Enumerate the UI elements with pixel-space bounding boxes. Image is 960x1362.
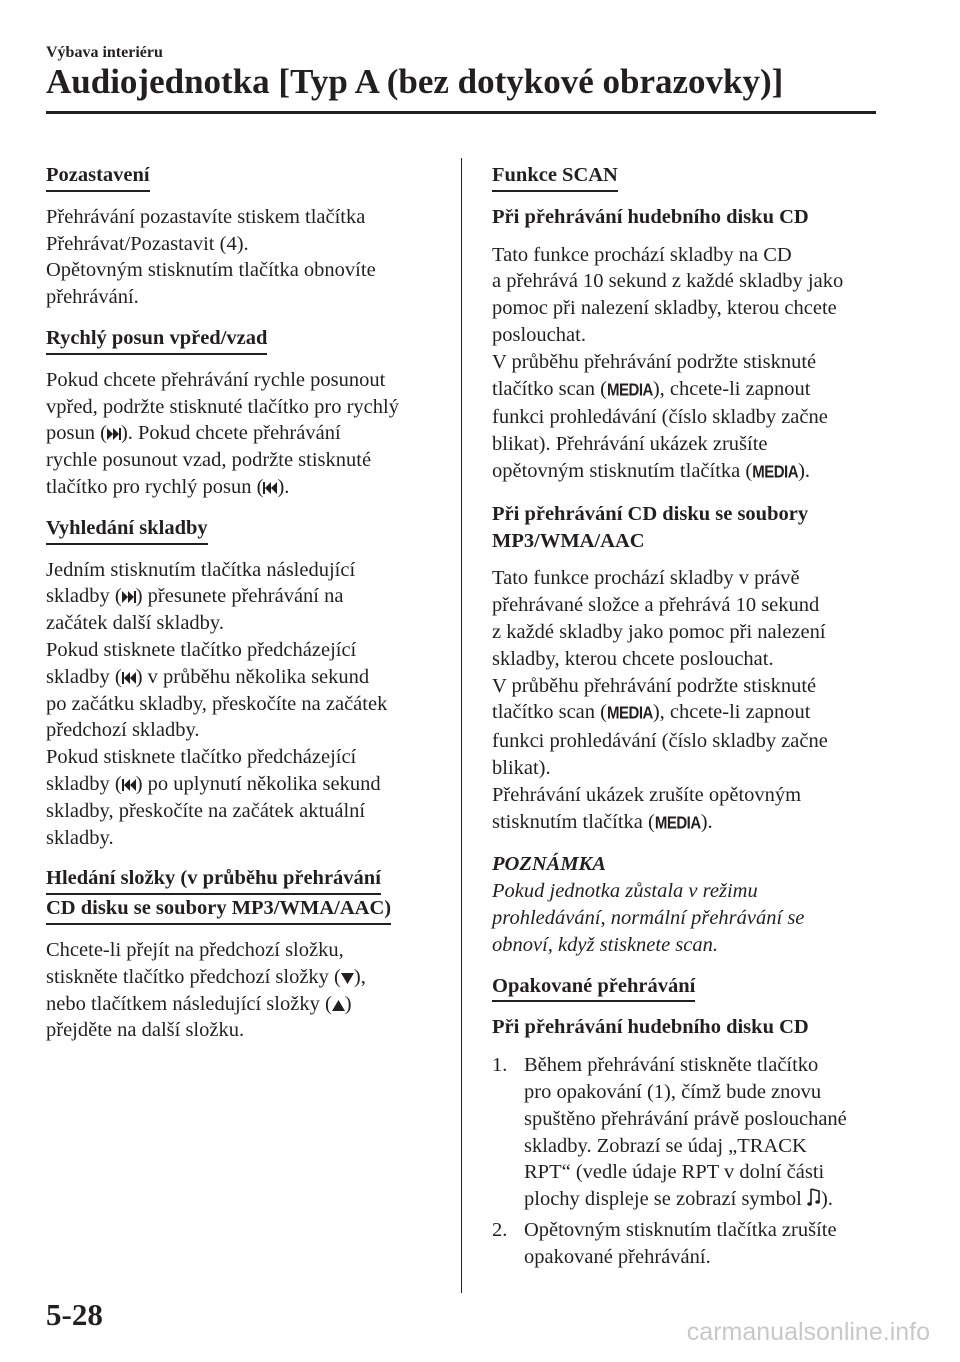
text-line: skladby ( ) po uplynutí několika sekund <box>46 772 381 795</box>
text-line: opětovným stisknutím tlačítka (MEDIA). <box>492 458 892 487</box>
subheading-scan-mp3 <box>492 501 892 555</box>
list-item <box>492 1217 892 1271</box>
text-line: blikat). <box>492 756 551 779</box>
text-line: Jedním stisknutím tlačítka následující <box>46 558 356 581</box>
media-button-icon: MEDIA <box>654 813 701 833</box>
text-line: po začátku skladby, přeskočíte na začátek <box>46 692 388 715</box>
heading-folder-search <box>46 865 442 925</box>
text-line: tlačítko scan (MEDIA), chcete-li zapnout <box>492 376 892 405</box>
text-line: blikat). Přehrávání ukázek zrušíte <box>492 433 768 456</box>
text-line: plochy displeje se zobrazí symbol ). <box>524 1188 833 1211</box>
rewind-icon <box>263 481 277 495</box>
list-item <box>492 1052 892 1213</box>
text-line: přehrávání. <box>46 286 139 309</box>
media-button-icon: MEDIA <box>606 380 653 400</box>
text-line: Pokud jednotka zůstala v režimu <box>492 880 758 903</box>
folder-up-icon <box>332 999 345 1012</box>
text-line: stisknutím tlačítka (MEDIA). <box>492 809 892 838</box>
text-line: poslouchat. <box>492 323 586 346</box>
list-number: 2. <box>492 1218 508 1241</box>
text-line: Tato funkce prochází skladby na CD <box>492 243 792 266</box>
text-line: předchozí skladby. <box>46 719 200 742</box>
text-line: pro opakování (1), čímž bude znovu <box>524 1080 822 1103</box>
text-line: skladby. <box>46 826 114 849</box>
text-line: V průběhu přehrávání podržte stisknuté <box>492 674 817 697</box>
title-rule <box>46 111 876 114</box>
heading-repeat: Opakované přehrávání <box>492 973 695 1003</box>
text-line: tlačítko pro rychlý posun ( ). <box>46 475 290 498</box>
text-line: stiskněte tlačítko předchozí složky ( ), <box>46 965 366 988</box>
text-line: Pokud stisknete tlačítko předcházející <box>46 746 357 769</box>
text-line: Přehrávání pozastavíte stiskem tlačítka <box>46 205 366 228</box>
chapter-title: Audiojednotka [Typ A (bez dotykové obrazovky)] <box>46 62 784 101</box>
paragraph-pause <box>46 204 442 311</box>
text-line: Přehrávání ukázek zrušíte opětovným <box>492 783 802 806</box>
paragraph-track-search <box>46 557 442 852</box>
heading-line: CD disku se soubory MP3/WMA/AAC) <box>46 895 391 925</box>
text-line: skladby, kterou chcete poslouchat. <box>492 647 774 670</box>
heading-scan: Funkce SCAN <box>492 162 618 192</box>
text-line: MP3/WMA/AAC <box>492 529 645 552</box>
watermark: carmanualsonline.info <box>686 1318 930 1346</box>
text-line: začátek další skladby. <box>46 612 224 635</box>
text-line: spuštěno přehrávání právě poslouchané <box>524 1107 847 1130</box>
text-line: přejděte na další složku. <box>46 1019 245 1042</box>
text-line: tlačítko scan (MEDIA), chcete-li zapnout <box>492 699 892 728</box>
list-number: 1. <box>492 1054 508 1077</box>
heading-line: Hledání složky (v průběhu přehrávání <box>46 865 381 895</box>
text-line: Pokud stisknete tlačítko předcházející <box>46 638 357 661</box>
text-line: skladby, přeskočíte na začátek aktuální <box>46 799 366 822</box>
text-line: nebo tlačítkem následující složky ( ) <box>46 992 352 1015</box>
page-number: 5-28 <box>46 1297 103 1332</box>
text-line: vpřed, podržte stisknuté tlačítko pro rychlý <box>46 395 399 418</box>
text-line: Přehrávat/Pozastavit (4). <box>46 232 249 255</box>
text-line: Během přehrávání stiskněte tlačítko <box>524 1054 819 1077</box>
text-line: Pokud chcete přehrávání rychle posunout <box>46 368 386 391</box>
paragraph-fast-forward <box>46 367 442 501</box>
media-button-icon: MEDIA <box>606 703 653 724</box>
text-line: posun ( ). Pokud chcete přehrávání <box>46 422 341 445</box>
media-button-icon: MEDIA <box>752 462 799 483</box>
next-track-icon <box>122 590 136 604</box>
text-line: Tato funkce prochází skladby v právě <box>492 567 800 590</box>
section-label: Výbava interiéru <box>46 44 163 61</box>
text-line: skladby. Zobrazí se údaj „TRACK <box>524 1134 807 1157</box>
note-block <box>492 851 892 958</box>
text-line: z každé skladby jako pomoc při nalezení <box>492 620 826 643</box>
text-line: funkci prohledávání (číslo skladby začne <box>492 730 828 753</box>
text-line: Opětovným stisknutím tlačítka obnovíte <box>46 259 376 282</box>
paragraph-scan-cd <box>492 242 892 487</box>
heading-pause: Pozastavení <box>46 162 150 192</box>
heading-fast-forward: Rychlý posun vpřed/vzad <box>46 325 267 355</box>
folder-down-icon <box>341 972 354 985</box>
text-line: skladby ( ) v průběhu několika sekund <box>46 665 370 688</box>
previous-track-icon <box>122 671 136 685</box>
left-column <box>46 162 442 1058</box>
text-line: přehrávané složce a přehrává 10 sekund <box>492 594 820 617</box>
text-line: rychle posunout vzad, podržte stisknuté <box>46 449 372 472</box>
text-line: obnoví, když stisknete scan. <box>492 933 719 956</box>
text-line: Opětovným stisknutím tlačítka zrušíte <box>524 1218 837 1241</box>
note-title: POZNÁMKA <box>492 853 606 876</box>
text-line: funkci prohledávání (číslo skladby začne <box>492 406 828 429</box>
text-line: prohledávání, normální přehrávání se <box>492 906 805 929</box>
subheading-repeat-cd: Při přehrávání hudebního disku CD <box>492 1016 809 1039</box>
text-line: opakované přehrávání. <box>524 1245 711 1268</box>
column-divider <box>461 158 462 1293</box>
heading-track-search: Vyhledání skladby <box>46 515 208 545</box>
right-column <box>492 162 892 1270</box>
text-line: Chcete-li přejít na předchozí složku, <box>46 938 344 961</box>
previous-track-icon <box>122 778 136 792</box>
paragraph-scan-mp3 <box>492 565 892 837</box>
paragraph-folder-search <box>46 937 442 1044</box>
text-line: RPT“ (vedle údaje RPT v dolní části <box>524 1161 825 1184</box>
subheading-scan-cd: Při přehrávání hudebního disku CD <box>492 205 809 228</box>
text-line: V průběhu přehrávání podržte stisknuté <box>492 350 817 373</box>
text-line: pomoc při nalezení skladby, kterou chcete <box>492 297 837 320</box>
text-line: skladby ( ) přesunete přehrávání na <box>46 585 344 608</box>
repeat-note-icon <box>807 1187 821 1207</box>
text-line: Při přehrávání CD disku se soubory <box>492 502 809 525</box>
text-line: a přehrává 10 sekund z každé skladby jako <box>492 270 844 293</box>
fast-forward-icon <box>107 427 121 441</box>
